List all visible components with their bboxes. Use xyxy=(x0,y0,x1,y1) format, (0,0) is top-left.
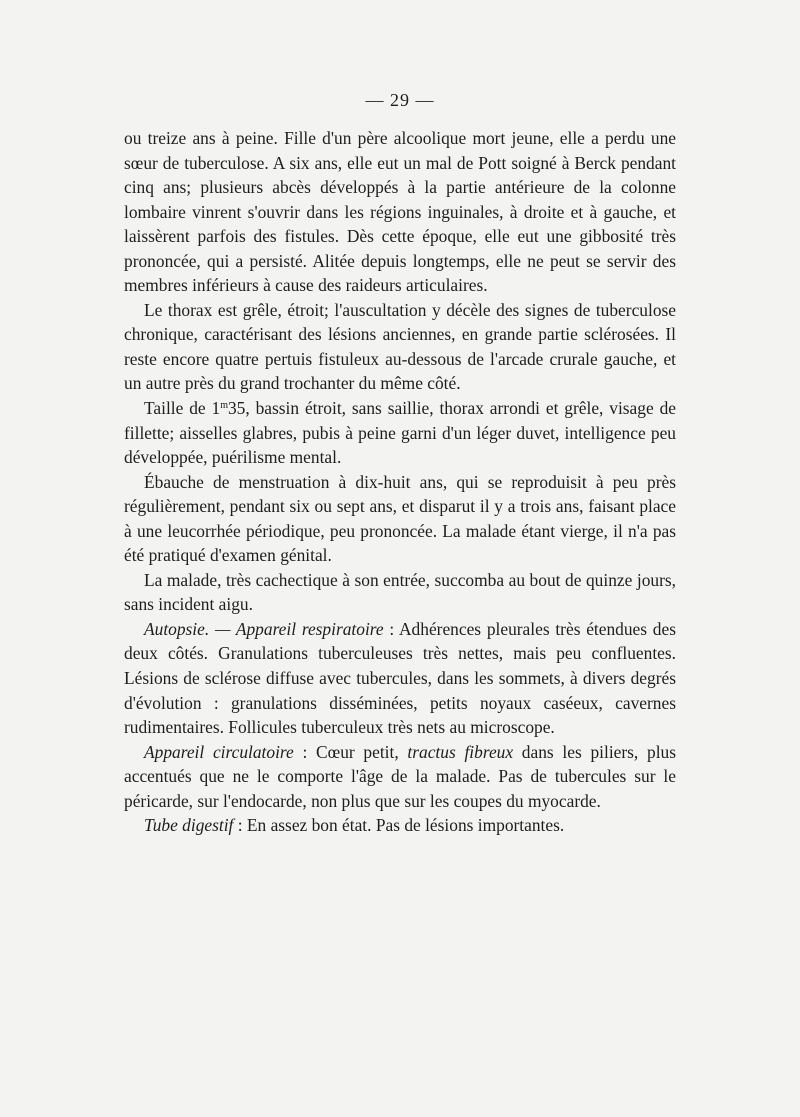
height-rest: 35, bassin étroit, sans saillie, thorax arrondi et grêle, visage de fillette; aisselles glabres, pubis à peine garni d'un léger duvet, intelligence peu développée, puérilisme mental. xyxy=(124,398,676,468)
paragraph-digestive xyxy=(124,813,676,838)
circulatory-findings-end: dans les piliers, plus accentués que ne le comporte l'âge de la malade. Pas de tubercules sur le péricarde, sur l'endocarde, non plus que sur les coupes du myocarde. xyxy=(124,741,676,811)
circulatory-heading: Appareil circulatoire xyxy=(144,741,294,762)
page-number: — 29 — xyxy=(365,90,435,110)
tractus-fibreux-term: tractus fibreux xyxy=(407,741,514,762)
height-prefix: Taille de 1 xyxy=(144,398,221,419)
digestive-findings: : En assez bon état. Pas de lésions importantes. xyxy=(233,815,565,836)
paragraph-autopsy-respiratory xyxy=(124,617,676,740)
paragraph-history: ou treize ans à peine. Fille d'un père alcoolique mort jeune, elle a perdu une sœur de tuberculose. A six ans, elle eut un mal de Pott soigné à Berck pendant cinq ans; plusieurs abcès développés à la partie antérieure de la colonne lombaire vinrent s'ouvrir dans les régions inguinales, à droite et à gauche, et laissèrent parfois des fistules. Dès cette époque, elle eut une gibbosité très prononcée, qui a persisté. Alitée depuis longtemps, elle ne peut se servir des membres inférieurs à cause des raideurs articulaires. xyxy=(124,128,676,296)
respiratory-findings: : Adhérences pleurales très étendues des deux côtés. Granulations tuberculeuses très nettes, mais peu confluentes. Lésions de sclérose diffuse avec tubercules, dans les sommets, à divers degrés d'évolution : granulations disséminées, petits noyaux caséeux, cavernes rudimentaires. Follicules tuberculeux très nets au microscope. xyxy=(124,618,676,738)
digestive-heading: Tube digestif xyxy=(144,815,234,836)
paragraph-outcome: La malade, très cachectique à son entrée, succomba au bout de quinze jours, sans incident aigu. xyxy=(124,569,676,615)
body-text xyxy=(124,126,676,838)
paragraph-circulatory xyxy=(124,740,676,814)
paragraph-measurements xyxy=(124,396,676,470)
height-unit-superscript: m xyxy=(220,400,228,412)
paragraph-thorax: Le thorax est grêle, étroit; l'auscultation y décèle des signes de tuberculose chronique, caractérisant des lésions anciennes, en grande partie sclérosées. Il reste encore quatre pertuis fistuleux au-dessous de l'arcade crurale gauche, et un autre près du grand trochanter du même côté. xyxy=(124,299,676,394)
paragraph-menstruation: Ébauche de menstruation à dix-huit ans, qui se reproduisit à peu près régulièrement, pendant six ou sept ans, et disparut il y a trois ans, faisant place à une leucorrhée périodique, peu prononcée. La malade étant vierge, il n'a pas été pratiqué d'examen génital. xyxy=(124,471,676,566)
circulatory-findings-start: : Cœur petit, xyxy=(293,741,408,762)
autopsy-heading: Autopsie. — Appareil respiratoire xyxy=(144,618,384,639)
